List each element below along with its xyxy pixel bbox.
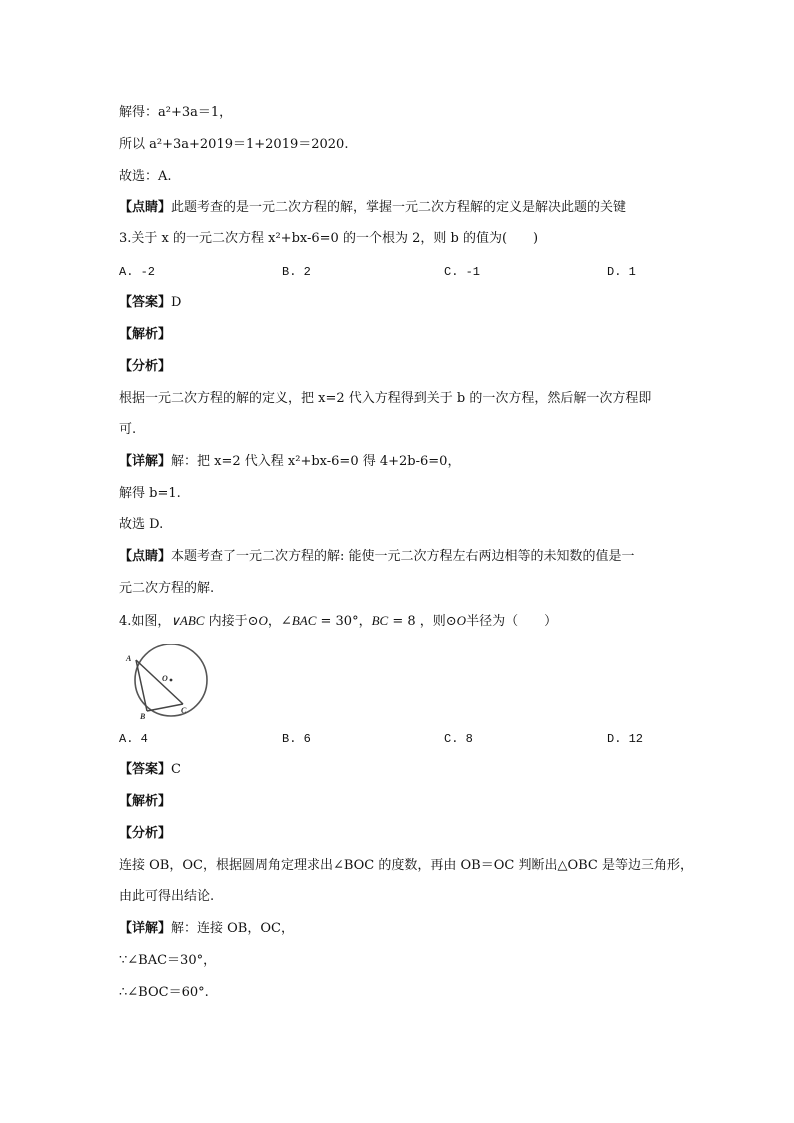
math-var: BAC <box>291 613 317 628</box>
section-tag: 【分析】 <box>119 359 172 374</box>
option-b: B. 2 <box>282 265 311 279</box>
option-d: D. 12 <box>607 732 644 746</box>
section-tag: 【答案】 <box>119 762 172 777</box>
answer-line <box>119 294 181 312</box>
math-var: O <box>456 613 467 628</box>
text-span: = 30°， <box>316 614 372 629</box>
text-line: 所以 a²+3a+2019＝1+2019＝2020. <box>119 137 349 152</box>
answer-value: C <box>171 762 181 777</box>
option-a: A. 4 <box>119 732 148 746</box>
section-tag: 【分析】 <box>119 826 172 841</box>
question-4 <box>119 612 557 631</box>
segment-bc <box>147 704 183 711</box>
math-var: BC <box>371 613 389 628</box>
text-line: 解得 b=1. <box>119 486 181 501</box>
text-span: 此题考查的是一元二次方程的解，掌握一元二次方程解的定义是解决此题的关键 <box>171 200 627 215</box>
circle-diagram <box>119 644 229 720</box>
text-line: 由此可得出结论. <box>119 889 215 904</box>
question-3: 3.关于 x 的一元二次方程 x²+bx-6=0 的一个根为 2，则 b 的值为( ) <box>119 231 539 246</box>
label-o: O <box>162 674 168 683</box>
option-c: C. -1 <box>444 265 481 279</box>
math-var: O <box>258 613 268 628</box>
text-span: 半径为（ ） <box>466 614 558 629</box>
text-line <box>119 453 460 471</box>
triangle-symbol: ∨ABC <box>170 613 205 628</box>
text-line: 根据一元二次方程的解的定义，把 x=2 代入方程得到关于 b 的一次方程，然后解一次方程即 <box>119 391 652 406</box>
section-tag: 【详解】 <box>119 454 172 469</box>
section-tag: 【详解】 <box>119 921 172 936</box>
section-tag: 【答案】 <box>119 295 172 310</box>
segment-ac <box>136 660 183 704</box>
answer-value: D <box>171 295 182 310</box>
text-line: 元二次方程的解. <box>119 581 215 596</box>
label-a: A <box>126 654 132 663</box>
option-a: A. -2 <box>119 265 156 279</box>
circle-figure <box>119 644 229 720</box>
segment-ab <box>136 660 147 711</box>
label-c: C <box>181 706 187 715</box>
section-tag: 【点睛】 <box>119 549 172 564</box>
text-span: 本题考查了一元二次方程的解: 能使一元二次方程左右两边相等的未知数的值是一 <box>171 549 635 564</box>
section-tag: 【解析】 <box>119 794 172 809</box>
section-tag: 【点睛】 <box>119 200 172 215</box>
option-b: B. 6 <box>282 732 311 746</box>
text-span: 4.如图， <box>119 614 171 629</box>
text-span: = 8 ，则⊙ <box>388 614 457 629</box>
text-span: ，∠ <box>267 614 292 629</box>
text-span: 解：把 x=2 代入程 x²+bx-6=0 得 4+2b-6=0， <box>171 454 461 469</box>
text-line <box>119 548 635 566</box>
text-line: 故选 D. <box>119 517 164 532</box>
text-span: 内接于⊙ <box>204 614 259 629</box>
text-line: ∴∠BOC＝60°. <box>119 985 209 1000</box>
text-line <box>119 920 294 938</box>
answer-line <box>119 761 181 779</box>
text-line: 可. <box>119 422 137 437</box>
text-span: 解：连接 OB，OC， <box>171 921 294 936</box>
center-point <box>170 679 173 682</box>
text-line: 解得：a²+3a＝1， <box>119 105 233 120</box>
text-line: 故选：A. <box>119 169 172 184</box>
text-line: 连接 OB，OC，根据圆周角定理求出∠BOC 的度数，再由 OB＝OC 判断出△OBC 是等边三角形， <box>119 858 693 873</box>
section-tag: 【解析】 <box>119 327 172 342</box>
text-line: ∵∠BAC＝30°， <box>119 953 217 968</box>
option-c: C. 8 <box>444 732 473 746</box>
label-b: B <box>140 712 146 720</box>
option-d: D. 1 <box>607 265 636 279</box>
text-line <box>119 199 626 217</box>
